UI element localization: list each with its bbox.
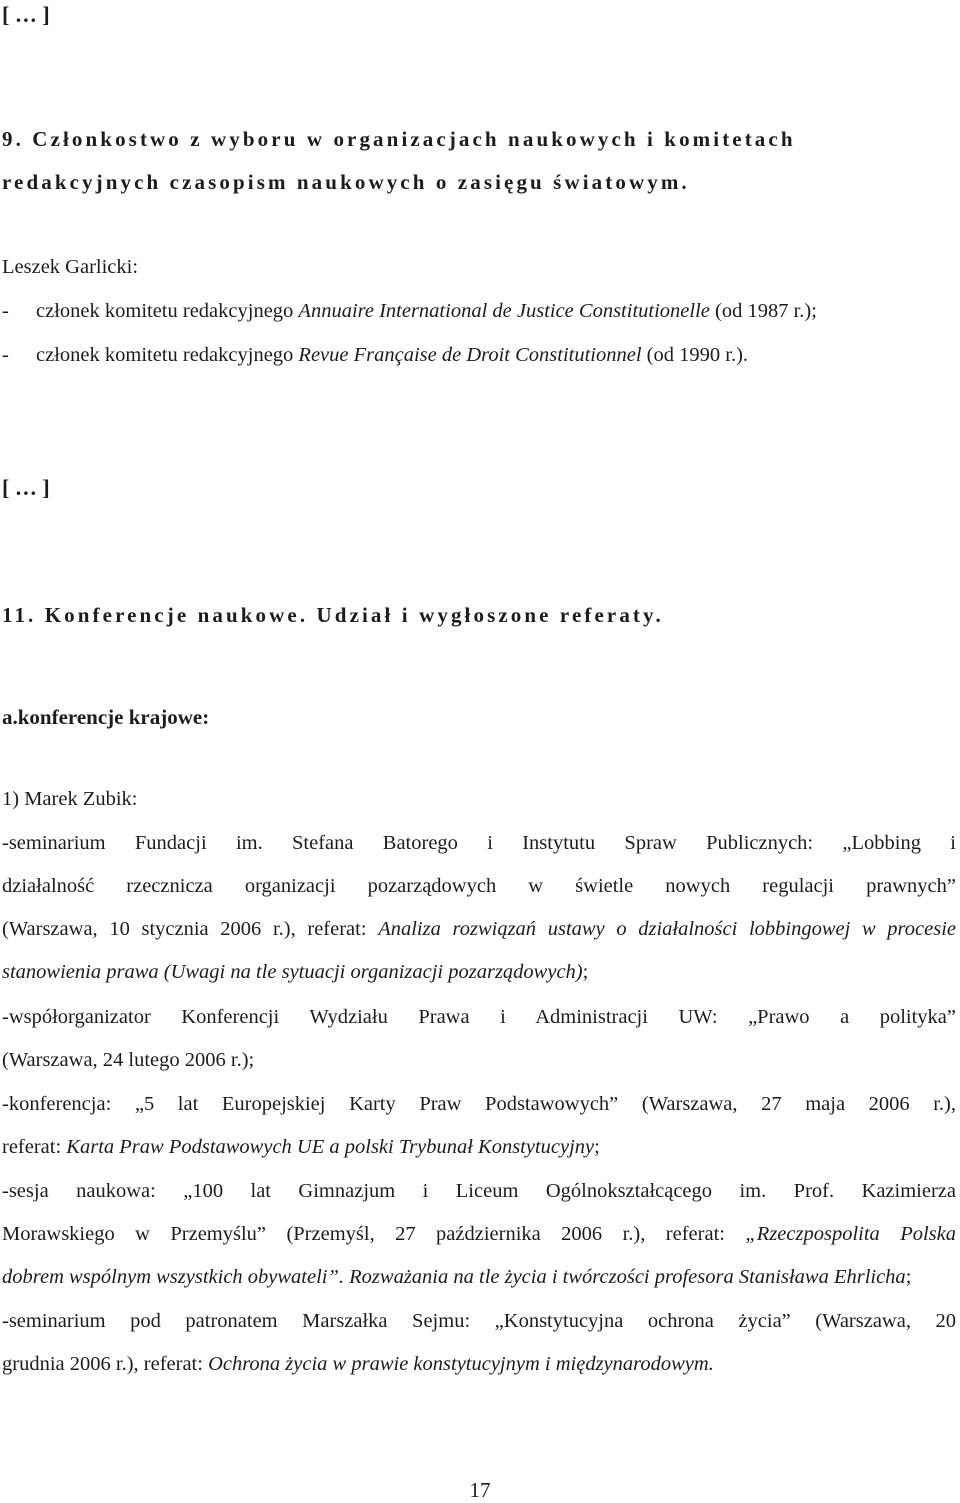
section-9-heading-line1: 9. Członkostwo z wyboru w organizacjach naukowych i komitetach [2,127,796,151]
entry-4-line1: -sesja naukowa: „100 lat Gimnazjum i Liceum Ogólnokształcącego im. Prof. Kazimierza [2,1180,956,1202]
entry-1-line2: działalność rzecznicza organizacji pozarządowych w świetle nowych regulacji prawnych” [2,875,956,897]
entry-3-line2: referat: Karta Praw Podstawowych UE a polski Trybunał Konstytucyjny; [2,1136,600,1158]
subsection-national-conferences: a.konferencje krajowe: [2,705,210,729]
entry-3-line1: -konferencja: „5 lat Europejskiej Karty Praw Podstawowych” (Warszawa, 27 maja 2006 r.), [2,1093,956,1115]
journal-title: Annuaire International de Justice Constitutionelle [298,300,710,322]
entry-4-line3: dobrem wspólnym wszystkich obywateli”. Rozważania na tle życia i twórczości profesora Stanisława Ehrlicha; [2,1266,912,1288]
entry-5-line1: -seminarium pod patronatem Marszałka Sejmu: „Konstytucyjna ochrona życia” (Warszawa, 20 [2,1310,956,1332]
list-item-garlicki-2: - członek komitetu redakcyjnego Revue Française de Droit Constitutionnel (od 1990 r.). [2,344,749,366]
entry-1-line3: (Warszawa, 10 stycznia 2006 r.), referat: Analiza rozwiązań ustawy o działalności lobbingowej w procesie [2,918,956,940]
omission-marker-mid: [ … ] [2,475,50,500]
section-9-heading-line2: redakcyjnych czasopism naukowych o zasięgu światowym. [2,170,690,194]
page-number: 17 [469,1478,491,1502]
entry-2-line2: (Warszawa, 24 lutego 2006 r.); [2,1049,255,1071]
list-dash: - [2,344,9,366]
entry-4-line2: Morawskiego w Przemyślu” (Przemyśl, 27 października 2006 r.), referat: „Rzeczpospolita Polska [2,1223,956,1245]
journal-title: Revue Française de Droit Constitutionnel [298,344,642,366]
list-dash: - [2,300,9,322]
entry-1-line4: stanowienia prawa (Uwagi na tle sytuacji organizacji pozarządowych); [2,961,589,983]
section-11-heading: 11. Konferencje naukowe. Udział i wygłoszone referaty. [2,603,664,627]
entry-5-line2: grudnia 2006 r.), referat: Ochrona życia w prawie konstytucyjnym i międzynarodowym. [2,1353,714,1375]
omission-marker-top: [ … ] [2,2,50,27]
person-garlicki: Leszek Garlicki: [2,256,139,278]
person-zubik: 1) Marek Zubik: [2,788,138,810]
entry-2-line1: -współorganizator Konferencji Wydziału Prawa i Administracji UW: „Prawo a polityka” [2,1006,956,1028]
entry-1-line1: -seminarium Fundacji im. Stefana Batorego i Instytutu Spraw Publicznych: „Lobbing i [2,832,956,854]
list-item-garlicki-1: - członek komitetu redakcyjnego Annuaire International de Justice Constitutionelle (od 1987 r.); [2,300,817,322]
